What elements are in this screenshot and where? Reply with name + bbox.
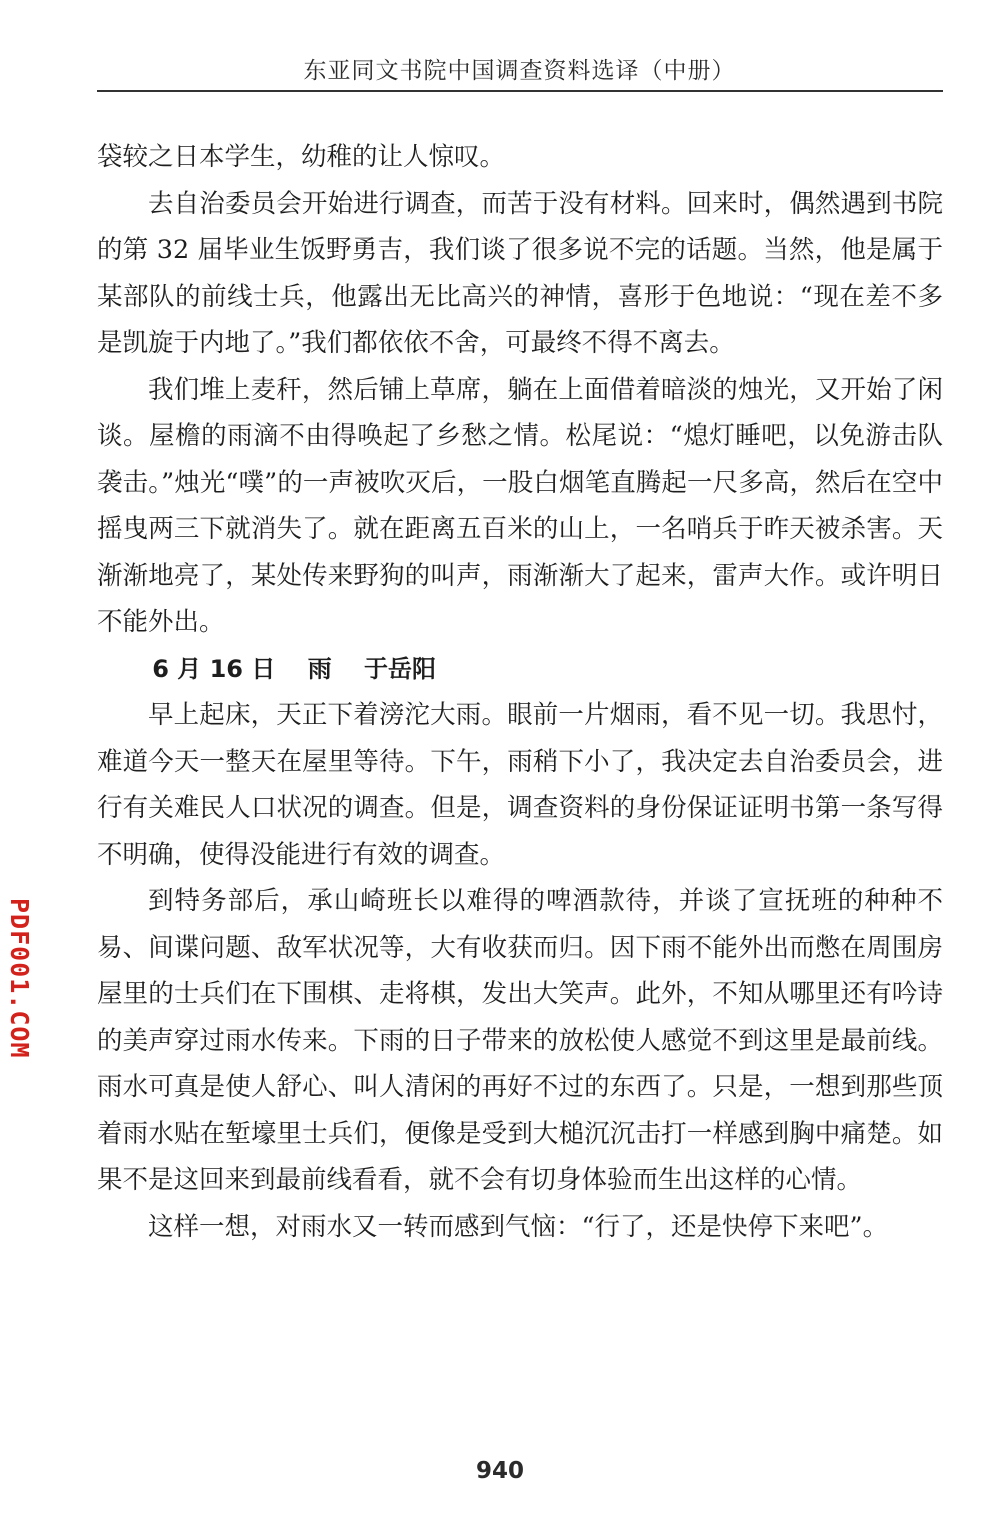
diary-date-heading: 6 月 16 日 雨 于岳阳 [152,654,437,683]
header-rule [97,90,943,92]
page-number: 940 [475,1458,524,1484]
watermark-stamp: PDF001.COM [5,898,34,1059]
paragraph: 这样一想，对雨水又一转而感到气恼：“行了，还是快停下来吧”。 [148,1211,889,1242]
paragraph: 到特务部后，承山崎班长以难得的啤酒款待，并谈了宣抚班的种种不易、间谍问题、敌军状况等，大有收获而归。因下雨不能外出而憋在周围房屋里的士兵们在下围棋、走将棋，发出大笑声。此外，不知从哪里还有吟诗的美声穿过雨水传来。下雨的日子带来的放松使人感觉不到这里是最前线。雨水可真是使人舒心、叫人清闲的再好不过的东西了。只是，一想到那些顶着雨水贴在堑壕里士兵们，便像是受到大槌沉沉击打一样感到胸中痛楚。如果不是这回来到最前线看看，就不会有切身体验而生出这样的心情。 [97,886,943,1195]
running-header: 东亚同文书院中国调查资料选译（中册） [303,58,736,84]
paragraph: 去自治委员会开始进行调查，而苦于没有材料。回来时，偶然遇到书院的第 32 届毕业生饭野勇吉，我们谈了很多说不完的话题。当然，他是属于某部队的前线士兵，他露出无比高兴的神情，喜形于色地说：“现在差不多是凯旋于内地了。”我们都依依不舍，可最终不得不离去。 [97,188,943,358]
paragraph-continued: 袋较之日本学生，幼稚的让人惊叹。 [97,142,506,172]
paragraph: 我们堆上麦秆，然后铺上草席，躺在上面借着暗淡的烛光，又开始了闲谈。屋檐的雨滴不由得唤起了乡愁之情。松尾说：“熄灯睡吧，以免游击队袭击。”烛光“噗”的一声被吹灭后，一股白烟笔直腾起一尺多高，然后在空中摇曳两三下就消失了。就在距离五百米的山上，一名哨兵于昨天被杀害。天渐渐地亮了，某处传来野狗的叫声，雨渐渐大了起来，雷声大作。或许明日不能外出。 [97,374,943,637]
paragraph: 早上起床，天正下着滂沱大雨。眼前一片烟雨，看不见一切。我思忖，难道今天一整天在屋里等待。下午，雨稍下小了，我决定去自治委员会，进行有关难民人口状况的调查。但是，调查资料的身份保证证明书第一条写得不明确，使得没能进行有效的调查。 [97,700,943,870]
page-body [97,134,943,1250]
